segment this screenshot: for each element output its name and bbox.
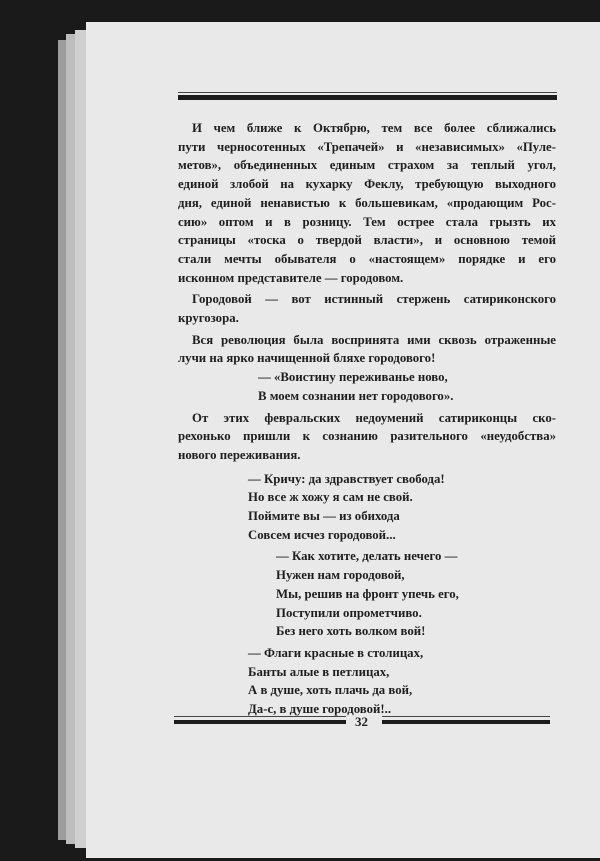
paragraph-2: [178, 290, 556, 327]
verse-line: Но все ж хожу я сам не свой.: [248, 490, 413, 505]
text-line: страницы «тоска о твердой власти», и основною темой: [178, 233, 556, 248]
text-line: метов», объединенных единым страхом за теплый угол,: [178, 158, 556, 173]
verse-line: Банты алые в петлицах,: [248, 664, 390, 679]
verse-line: Совсем исчез городовой...: [248, 527, 396, 542]
text-line: пути черносотенных «Трепачей» и «независимых» «Пуле-: [178, 139, 556, 154]
paragraph-1: [178, 119, 556, 287]
verse-line: — Как хотите, делать нечего —: [276, 549, 458, 564]
page-body: [178, 119, 556, 719]
text-line: сию» оптом и в розницу. Тем острее стала грызть их: [178, 214, 556, 229]
text-line: Городовой — вот истинный стержень сатириконского: [192, 292, 556, 307]
verse-line: — Флаги красные в столицах,: [248, 645, 424, 660]
text-line: И чем ближе к Октябрю, тем все более сближались: [192, 121, 556, 135]
footer-rule-thin-left: [174, 716, 346, 717]
verse-4: [178, 644, 556, 719]
text-line: единой злобой на кухарку Феклу, требующую выходного: [178, 177, 556, 192]
verse-line: Мы, решив на фронт упечь его,: [276, 586, 459, 601]
verse-line: Да-с, в душе городовой!..: [248, 702, 392, 717]
verse-line: Без него хоть волком вой!: [276, 624, 426, 639]
verse-line: В моем сознании нет городового».: [258, 388, 454, 403]
text-line: стали мечты обывателя о «настоящем» порядке и его: [178, 251, 556, 266]
text-line: нового переживания.: [178, 447, 301, 462]
text-line: лучи на ярко начищенной бляхе городового!: [178, 351, 436, 366]
text-line: рехонько пришли к сознанию разительного «неудобства»: [178, 429, 556, 444]
text-line: От этих февральских недоумений сатириконцы ско-: [192, 410, 556, 425]
verse-1: [178, 368, 556, 405]
verse-line: — Кричу: да здравствует свобода!: [248, 471, 445, 486]
footer-rule-thin-right: [382, 716, 550, 717]
text-line: Вся революция была воспринята ими сквозь отраженные: [192, 332, 556, 347]
header-rule-thin: [178, 92, 557, 93]
verse-line: Поймите вы — из обихода: [248, 509, 400, 524]
verse-2: [178, 470, 556, 545]
header-rule: [178, 95, 557, 100]
verse-3: [178, 547, 556, 641]
paragraph-3: [178, 331, 556, 368]
footer-rule-right: [382, 720, 550, 724]
footer-rule-left: [174, 720, 346, 724]
verse-line: А в душе, хоть плачь да вой,: [248, 683, 413, 698]
page-number: 32: [355, 714, 368, 729]
text-line: кругозора.: [178, 311, 239, 326]
verse-line: — «Воистину переживанье ново,: [258, 370, 448, 385]
verse-line: Нужен нам городовой,: [276, 568, 405, 583]
verse-line: Поступили опрометчиво.: [276, 605, 422, 620]
text-line: исконном представителе — городовом.: [178, 270, 404, 285]
text-line: дня, единой ненавистью к большевикам, «продающим Рос-: [178, 195, 556, 210]
paragraph-4: [178, 409, 556, 465]
